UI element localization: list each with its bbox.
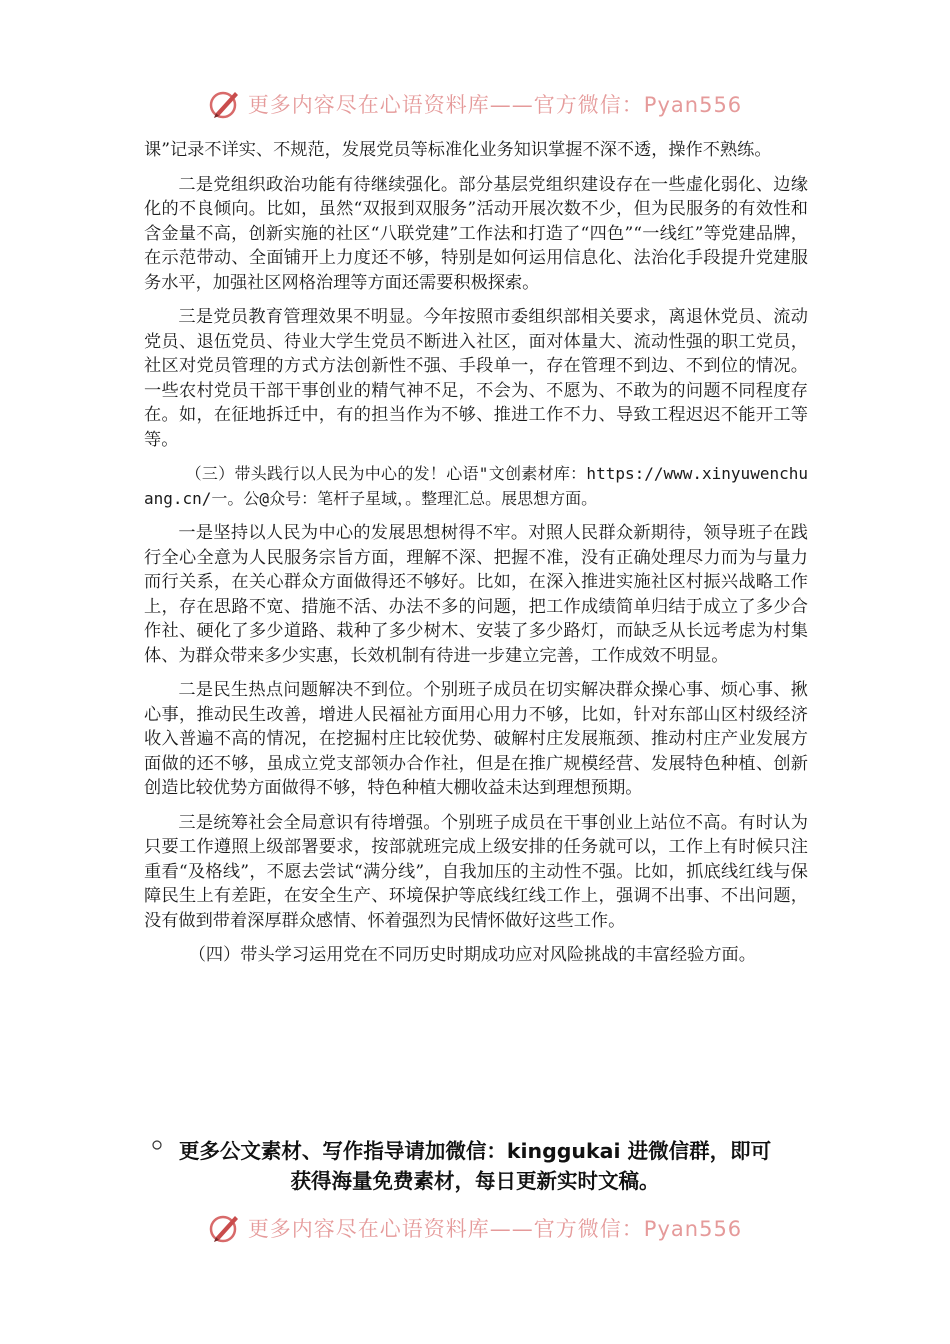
header-watermark-banner: [0, 84, 950, 124]
paragraph-party-org-function: 二是党组织政治功能有待继续强化。部分基层党组织建设存在一些虚化弱化、边缘化的不良倾向。比如，虽然“双报到双服务”活动开展次数不少，但为民服务的有效性和含金量不高，创新实施的社区“八联党建”工作法和打造了“四色”“一线红”等党建品牌，在示范带动、全面铺开上力度还不够，特别是如何运用信息化、法治化手段提升党建服务水平，加强社区网格治理等方面还需要积极探索。: [144, 174, 808, 293]
pen-logo-icon: [208, 1211, 242, 1245]
pen-logo-icon: [208, 87, 242, 121]
paragraph-people-centered: 一是坚持以人民为中心的发展思想树得不牢。对照人民群众新期待，领导班子在践行全心全意为人民服务宗旨方面，理解不深、把握不准，没有正确处理尽力而为与量力而行关系，在关心群众方面做得还不够好。比如，在深入推进实施社区村振兴战略工作上，存在思路不宽、措施不活、办法不多的问题，把工作成绩简单归结于成立了多少合作社、硬化了多少道路、栽种了多少树木、安装了多少路灯，而缺乏从长远考虑为村集体、为群众带来多少实惠，长效机制有待进一步建立完善，工作成效不明显。: [144, 523, 808, 666]
section-heading-four: （四）带头学习运用党在不同历史时期成功应对风险挑战的丰富经验方面。: [188, 945, 756, 965]
paragraph-livelihood: 二是民生热点问题解决不到位。个别班子成员在切实解决群众操心事、烦心事、揪心事，推动民生改善，增进人民福祉方面用心用力不够，比如，针对东部山区村级经济收入普遍不高的情况，在挖掘村庄比较优势、破解村庄发展瓶颈、推动村庄产业发展方面做的还不够，虽成立党支部领办合作社，但是在推广规模经营、发展特色种植、创新创造比较优势方面做得不够，特色种植大棚收益未达到理想预期。: [144, 680, 808, 798]
document-body: [144, 138, 808, 978]
footer-watermark-text: 更多内容尽在心语资料库——官方微信：Pyan556: [247, 1217, 743, 1241]
header-watermark-text: 更多内容尽在心语资料库——官方微信：Pyan556: [247, 93, 743, 117]
section-heading-three: （三）带头践行以人民为中心的发！心语"文创素材库：https://www.xinyuwenchuang.cn/一。公@众号：笔杆子星域，。整理汇总。展思想方面。: [144, 464, 808, 508]
footer-watermark-banner: [0, 1208, 950, 1248]
paragraph-member-education: 三是党员教育管理效果不明显。今年按照市委组织部相关要求，离退休党员、流动党员、退伍党员、待业大学生党员不断进入社区，面对体量大、流动性强的职工党员，社区对党员管理的方式方法创新性不强、手段单一，存在管理不到边、不到位的情况。一些农村党员干部干事创业的精气神不足，不会为、不愿为、不敢为的问题不同程度存在。如，在征地拆迁中，有的担当作为不够、推进工作不力、导致工程迟迟不能开工等等。: [144, 307, 808, 450]
paragraph-continuation: 课”记录不详实、不规范，发展党员等标准化业务知识掌握不深不透，操作不熟练。: [144, 140, 772, 160]
wechat-promo-line-1: 更多公文素材、写作指导请加微信：kinggukai 进微信群，即可: [178, 1139, 772, 1163]
paragraph-overall-awareness: 三是统筹社会全局意识有待增强。个别班子成员在干事创业上站位不高。有时认为只要工作遵照上级部署要求，按部就班完成上级安排的任务就可以，工作上有时候只注重看“及格线”，不愿去尝试“满分线”，自我加压的主动性不强。比如，抓底线红线与保障民生上有差距，在安全生产、环境保护等底线红线工作上，强调不出事、不出问题，没有做到带着深厚群众感情、怀着强烈为民情怀做好这些工作。: [144, 812, 808, 931]
wechat-promo-line-2: 获得海量免费素材，每日更新实时文稿。: [290, 1169, 660, 1193]
wechat-promo-callout: [130, 1136, 820, 1196]
